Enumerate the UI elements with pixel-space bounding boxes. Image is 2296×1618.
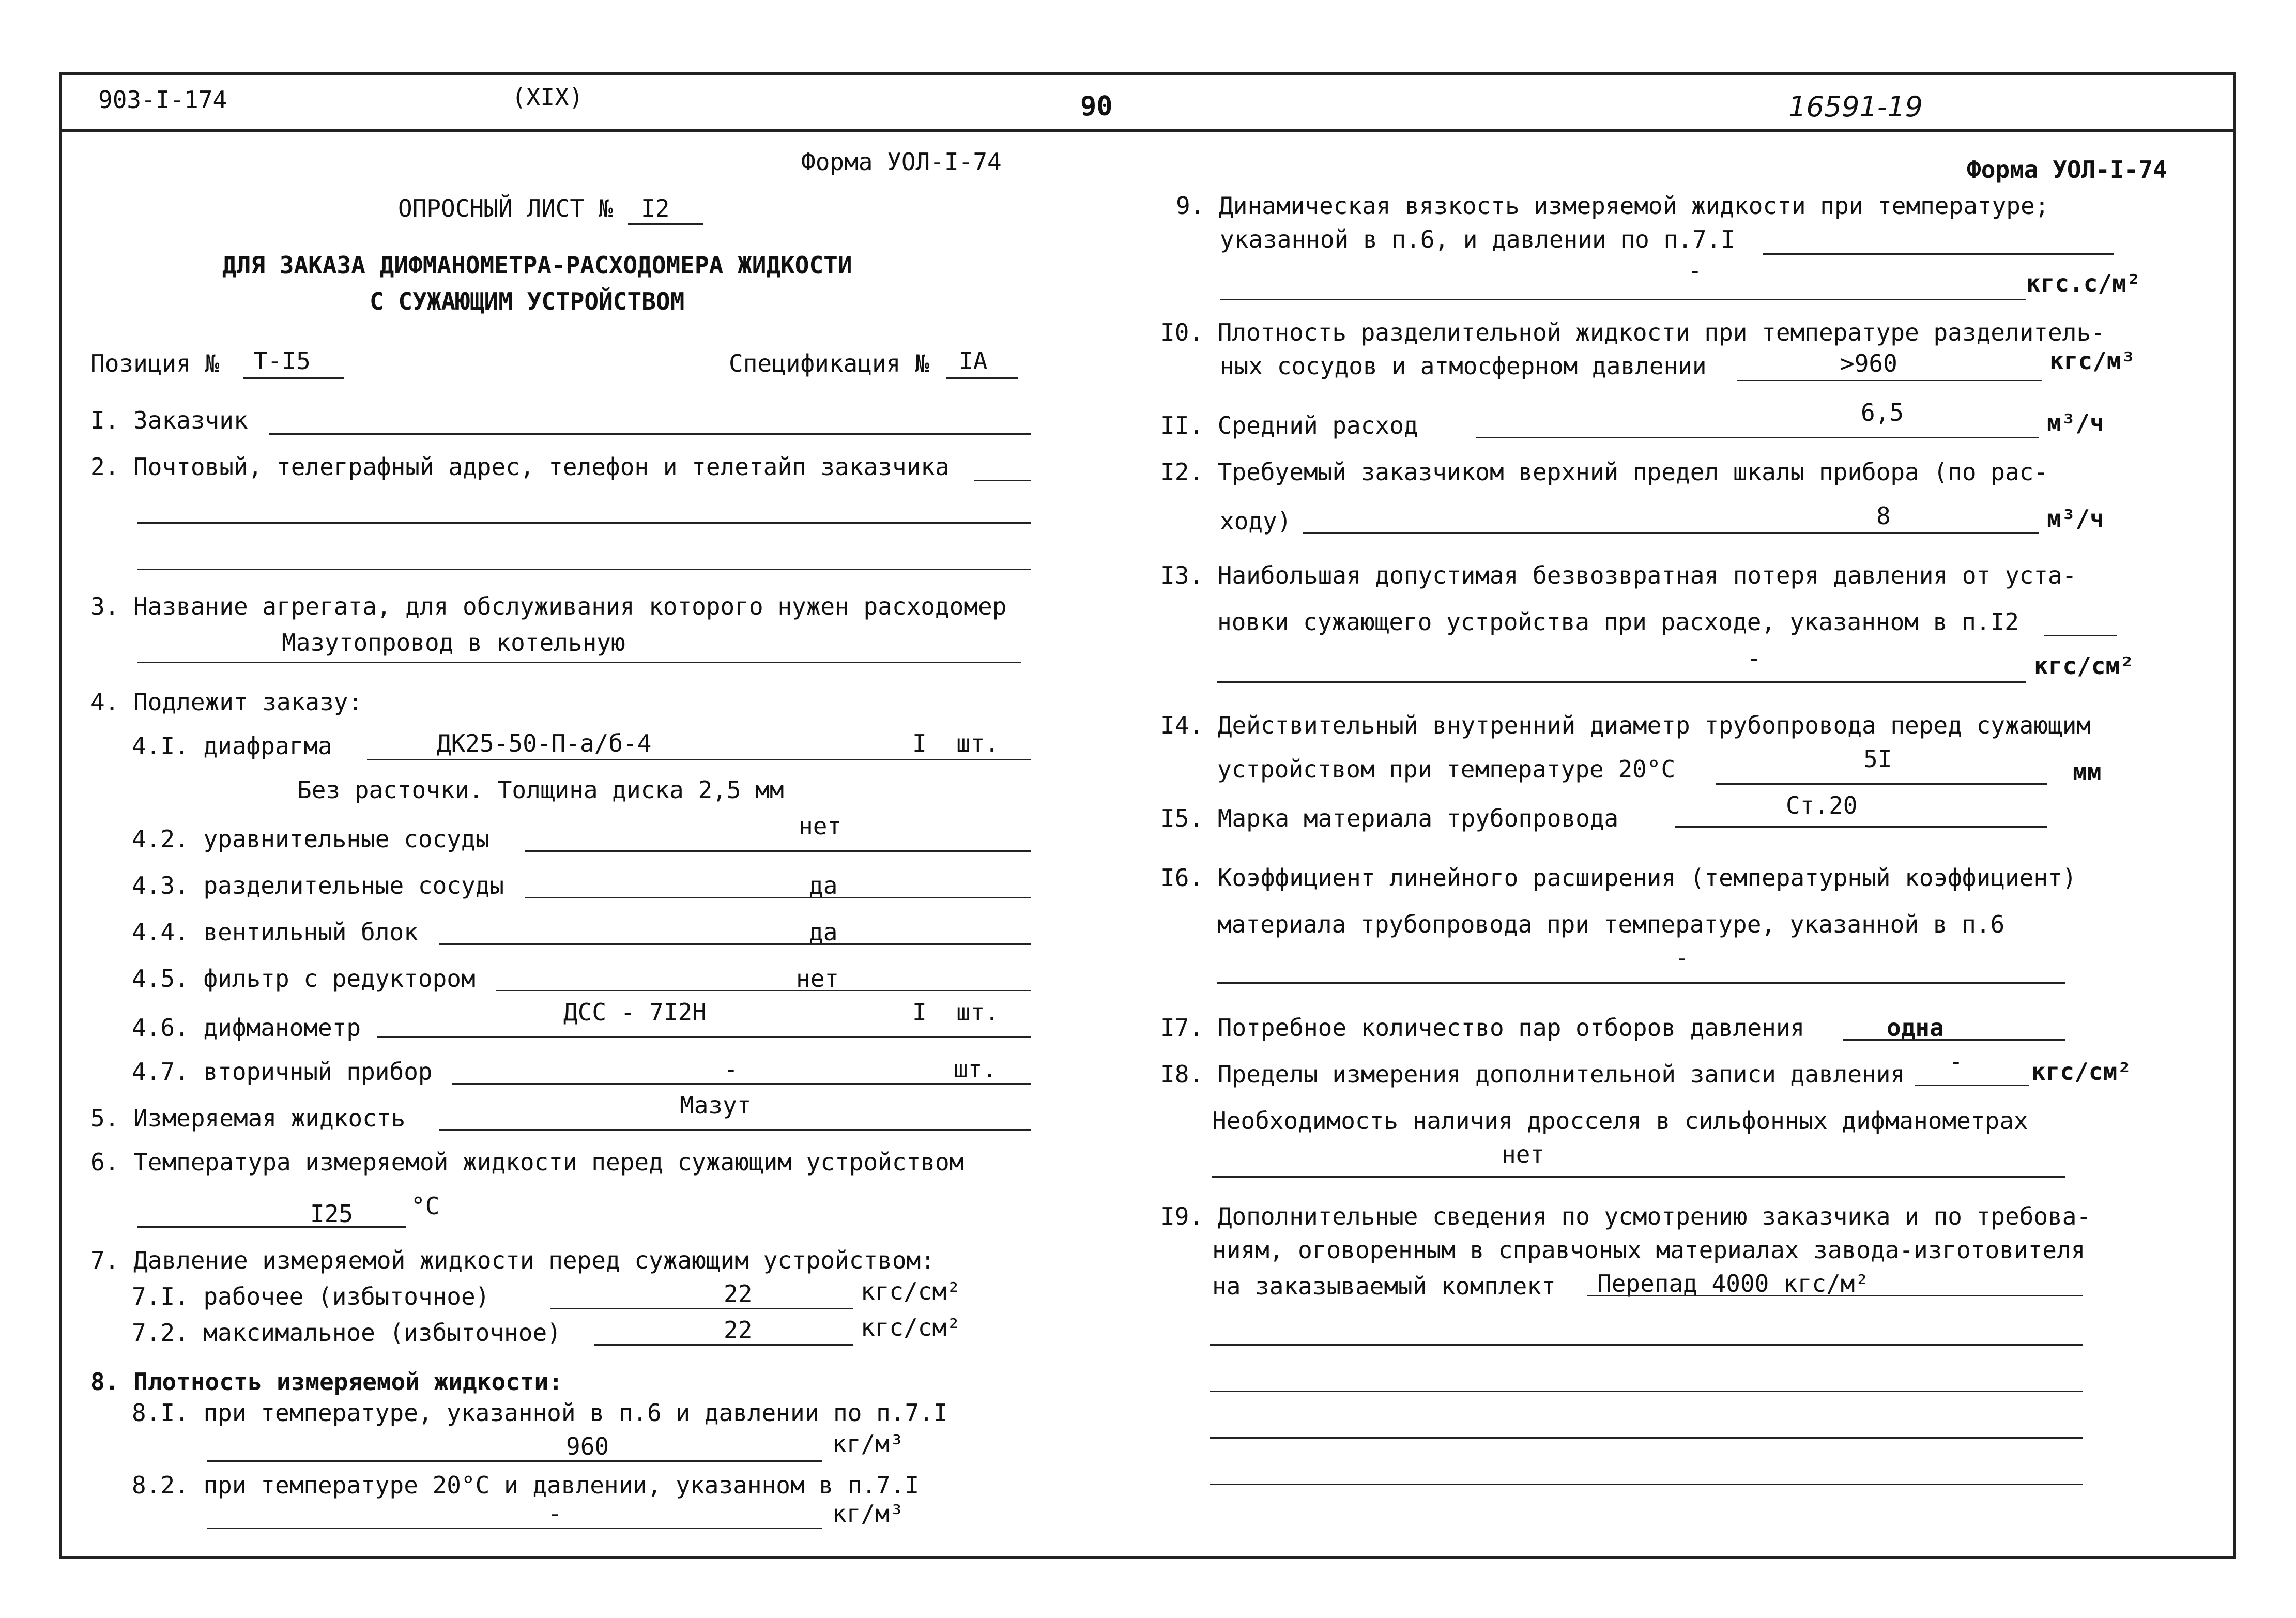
item-2-line-a bbox=[974, 480, 1031, 481]
item-11-line bbox=[1476, 437, 2039, 438]
doc-code: 903-I-174 bbox=[98, 86, 227, 114]
item-19-line-d bbox=[1210, 1437, 2083, 1439]
spec-label: Спецификация № bbox=[729, 349, 929, 377]
item-12-label-a: I2. Требуемый заказчиком верхний предел шкалы прибора (по рас- bbox=[1160, 458, 2048, 486]
item-3-unit: 3. Название агрегата, для обслуживания которого нужен расходомер bbox=[90, 592, 1007, 620]
item-13-line-b bbox=[1217, 681, 2026, 683]
item-8-1-value: 960 bbox=[566, 1432, 609, 1460]
item-7-1-value: 22 bbox=[724, 1280, 753, 1308]
position-label: Позиция № bbox=[90, 349, 220, 377]
item-4-5-label: 4.5. фильтр с редуктором bbox=[132, 965, 476, 993]
item-19-label-c: на заказываемый комплект bbox=[1212, 1272, 1556, 1300]
item-8-2-line bbox=[207, 1528, 822, 1529]
sheet-number-line bbox=[628, 223, 703, 225]
item-19-line-e bbox=[1210, 1484, 2083, 1485]
item-3-line bbox=[137, 662, 1021, 663]
item-4-3-value: да bbox=[809, 872, 838, 899]
item-7-2-unit: кгс/см² bbox=[861, 1314, 961, 1341]
item-4-7-value: - bbox=[724, 1055, 738, 1083]
form-label-left: Форма УОЛ-I-74 bbox=[801, 148, 1002, 176]
form-title-2: С СУЖАЮЩИМ УСТРОЙСТВОМ bbox=[370, 287, 685, 315]
item-15-value: Ст.20 bbox=[1786, 791, 1858, 819]
item-8-2-unit: кг/м³ bbox=[832, 1500, 904, 1528]
item-16-line bbox=[1217, 982, 2065, 984]
item-15-label: I5. Марка материала трубопровода bbox=[1160, 804, 1619, 832]
item-9-label-a: 9. Динамическая вязкость измеряемой жидкости при температуре; bbox=[1176, 192, 2049, 220]
item-8-1-label: 8.I. при температуре, указанной в п.6 и давлении по п.7.I bbox=[132, 1399, 948, 1427]
item-8-2-label: 8.2. при температуре 20°С и давлении, указанном в п.7.I bbox=[132, 1471, 920, 1499]
item-6-value: I25 bbox=[310, 1200, 354, 1228]
item-4-6-value: ДСС - 7I2Н bbox=[563, 998, 707, 1026]
item-19-label-b: ниям, оговоренным в справчоных материалах завода-изготовителя bbox=[1212, 1236, 2086, 1264]
spec-value: IА bbox=[959, 347, 988, 375]
item-11-label: II. Средний расход bbox=[1160, 411, 1418, 439]
item-10-label-a: I0. Плотность разделительной жидкости при температуре разделитель- bbox=[1160, 318, 2105, 346]
item-14-value: 5I bbox=[1863, 745, 1892, 773]
item-18-unit: кгс/см² bbox=[2031, 1058, 2132, 1086]
ref-number: 16591-19 bbox=[1788, 90, 1923, 123]
item-4-order: 4. Подлежит заказу: bbox=[90, 688, 363, 716]
sheet-label: ОПРОСНЫЙ ЛИСТ № bbox=[398, 194, 613, 222]
item-13-line-a bbox=[2044, 635, 2117, 636]
form-title-1: ДЛЯ ЗАКАЗА ДИФМАНОМЕТРА-РАСХОДОМЕРА ЖИДКОСТИ bbox=[222, 251, 852, 279]
item-9-line-a bbox=[1763, 253, 2114, 255]
item-7-2-label: 7.2. максимальное (избыточное) bbox=[132, 1319, 561, 1347]
item-9-label-b: указанной в п.6, и давлении по п.7.I bbox=[1220, 225, 1735, 253]
page-number: 90 bbox=[1080, 91, 1113, 122]
item-18-b-label: Необходимость наличия дросселя в сильфонных дифманометрах bbox=[1212, 1107, 2028, 1135]
item-8-1-unit: кг/м³ bbox=[832, 1430, 904, 1458]
item-4-3-label: 4.3. разделительные сосуды bbox=[132, 872, 504, 899]
section-no: (XIX) bbox=[512, 83, 584, 111]
item-17-value: одна bbox=[1887, 1014, 1944, 1042]
item-11-unit: м³/ч bbox=[2047, 409, 2104, 437]
item-16-label-b: материала трубопровода при температуре, указанной в п.6 bbox=[1217, 910, 2005, 938]
item-19-value: Перепад 4000 кгс/м² bbox=[1597, 1270, 1870, 1298]
item-19-line-b bbox=[1210, 1344, 2083, 1346]
item-13-value: - bbox=[1747, 644, 1762, 672]
item-14-line bbox=[1716, 783, 2047, 785]
item-7-1-unit: кгс/см² bbox=[861, 1277, 961, 1305]
item-4-7-unit: шт. bbox=[954, 1055, 997, 1083]
item-9-line-b bbox=[1220, 299, 2026, 300]
item-10-value: >960 bbox=[1840, 349, 1897, 377]
item-4-6-line bbox=[377, 1036, 1031, 1038]
item-8-1-line bbox=[207, 1460, 822, 1462]
spec-line bbox=[946, 377, 1018, 379]
item-4-5-value: нет bbox=[796, 965, 839, 993]
item-7-label: 7. Давление измеряемой жидкости перед сужающим устройством: bbox=[90, 1246, 935, 1274]
item-10-label-b: ных сосудов и атмосферном давлении bbox=[1220, 352, 1707, 380]
item-4-6-qty: I bbox=[912, 998, 927, 1026]
item-13-label-b: новки сужающего устройства при расходе, указанном в п.I2 bbox=[1217, 608, 2019, 636]
item-7-1-label: 7.I. рабочее (избыточное) bbox=[132, 1283, 490, 1310]
item-8-2-value: - bbox=[548, 1500, 562, 1528]
item-2-line-c bbox=[137, 569, 1031, 570]
item-18-b-line bbox=[1212, 1176, 2065, 1178]
item-17-label: I7. Потребное количество пар отборов давления bbox=[1160, 1014, 1805, 1042]
item-6-line bbox=[137, 1226, 406, 1228]
item-1-customer: I. Заказчик bbox=[90, 406, 248, 434]
item-4-1-label: 4.I. диафрагма bbox=[132, 732, 332, 760]
item-19-line-c bbox=[1210, 1391, 2083, 1392]
item-7-2-value: 22 bbox=[724, 1316, 753, 1344]
item-16-label-a: I6. Коэффициент линейного расширения (температурный коэффициент) bbox=[1160, 864, 2077, 892]
item-5-value: Мазут bbox=[680, 1091, 752, 1119]
item-18-line bbox=[1915, 1085, 2029, 1086]
item-5-label: 5. Измеряемая жидкость bbox=[90, 1104, 406, 1132]
item-4-2-value: нет bbox=[799, 812, 842, 840]
item-10-line bbox=[1737, 380, 2042, 381]
item-4-7-label: 4.7. вторичный прибор bbox=[132, 1058, 433, 1086]
item-12-line bbox=[1303, 532, 2039, 534]
item-18-value: - bbox=[1949, 1047, 1963, 1075]
item-4-4-label: 4.4. вентильный блок bbox=[132, 918, 418, 946]
item-12-label-b: ходу) bbox=[1220, 507, 1292, 535]
item-13-unit: кгс/см² bbox=[2034, 652, 2134, 680]
item-4-4-line bbox=[439, 943, 1031, 945]
header-divider bbox=[59, 129, 2236, 132]
item-4-2-label: 4.2. уравнительные сосуды bbox=[132, 825, 490, 853]
item-4-6-unit: шт. bbox=[956, 998, 1000, 1026]
item-1-line bbox=[269, 433, 1031, 435]
item-3-value: Мазутопровод в котельную bbox=[282, 629, 625, 657]
item-14-label-b: устройством при температуре 20°С bbox=[1217, 755, 1676, 783]
item-4-1-unit: шт. bbox=[956, 729, 1000, 757]
item-2-address: 2. Почтовый, телеграфный адрес, телефон и телетайп заказчика bbox=[90, 453, 950, 481]
item-2-line-b bbox=[137, 522, 1031, 524]
item-14-unit: мм bbox=[2073, 758, 2102, 786]
item-13-label-a: I3. Наибольшая допустимая безвозвратная потеря давления от уста- bbox=[1160, 561, 2077, 589]
item-7-1-line bbox=[550, 1308, 853, 1309]
item-4-7-line bbox=[452, 1083, 1031, 1085]
item-4-5-line bbox=[496, 990, 1031, 991]
item-19-label-a: I9. Дополнительные сведения по усмотрению заказчика и по требова- bbox=[1160, 1202, 2091, 1230]
item-5-line bbox=[439, 1129, 1031, 1131]
item-8-label: 8. Плотность измеряемой жидкости: bbox=[90, 1368, 563, 1396]
item-4-3-line bbox=[525, 897, 1031, 898]
item-15-line bbox=[1675, 826, 2047, 828]
item-18-label: I8. Пределы измерения дополнительной записи давления bbox=[1160, 1060, 1905, 1088]
item-7-2-line bbox=[594, 1344, 853, 1346]
item-4-1-qty: I bbox=[912, 729, 927, 757]
sheet-number: I2 bbox=[641, 194, 670, 222]
position-line bbox=[243, 377, 344, 379]
item-10-unit: кгс/м³ bbox=[2049, 347, 2136, 375]
item-12-value: 8 bbox=[1876, 502, 1891, 530]
item-6-label: 6. Температура измеряемой жидкости перед сужающим устройством bbox=[90, 1148, 964, 1176]
item-4-2-line bbox=[525, 850, 1031, 852]
item-9-unit: кгс.с/м² bbox=[2026, 269, 2141, 297]
item-4-6-label: 4.6. дифманометр bbox=[132, 1014, 361, 1042]
item-4-1-note: Без расточки. Толщина диска 2,5 мм bbox=[297, 776, 784, 804]
item-11-value: 6,5 bbox=[1861, 399, 1904, 426]
position-value: Т-I5 bbox=[253, 347, 311, 375]
item-4-1-value: ДК25-50-П-а/б-4 bbox=[437, 729, 652, 757]
form-label-right: Форма УОЛ-I-74 bbox=[1967, 156, 2167, 184]
item-14-label-a: I4. Действительный внутренний диаметр трубопровода перед сужающим bbox=[1160, 711, 2091, 739]
item-18-b-value: нет bbox=[1502, 1140, 1545, 1168]
item-6-unit: °С bbox=[411, 1192, 440, 1220]
item-19-line-a bbox=[1587, 1295, 2083, 1296]
item-16-value: - bbox=[1675, 944, 1689, 972]
item-4-1-line bbox=[367, 759, 1031, 760]
item-12-unit: м³/ч bbox=[2047, 505, 2104, 532]
item-17-line bbox=[1843, 1039, 2065, 1041]
item-9-value: - bbox=[1688, 256, 1702, 284]
item-4-4-value: да bbox=[809, 918, 838, 946]
